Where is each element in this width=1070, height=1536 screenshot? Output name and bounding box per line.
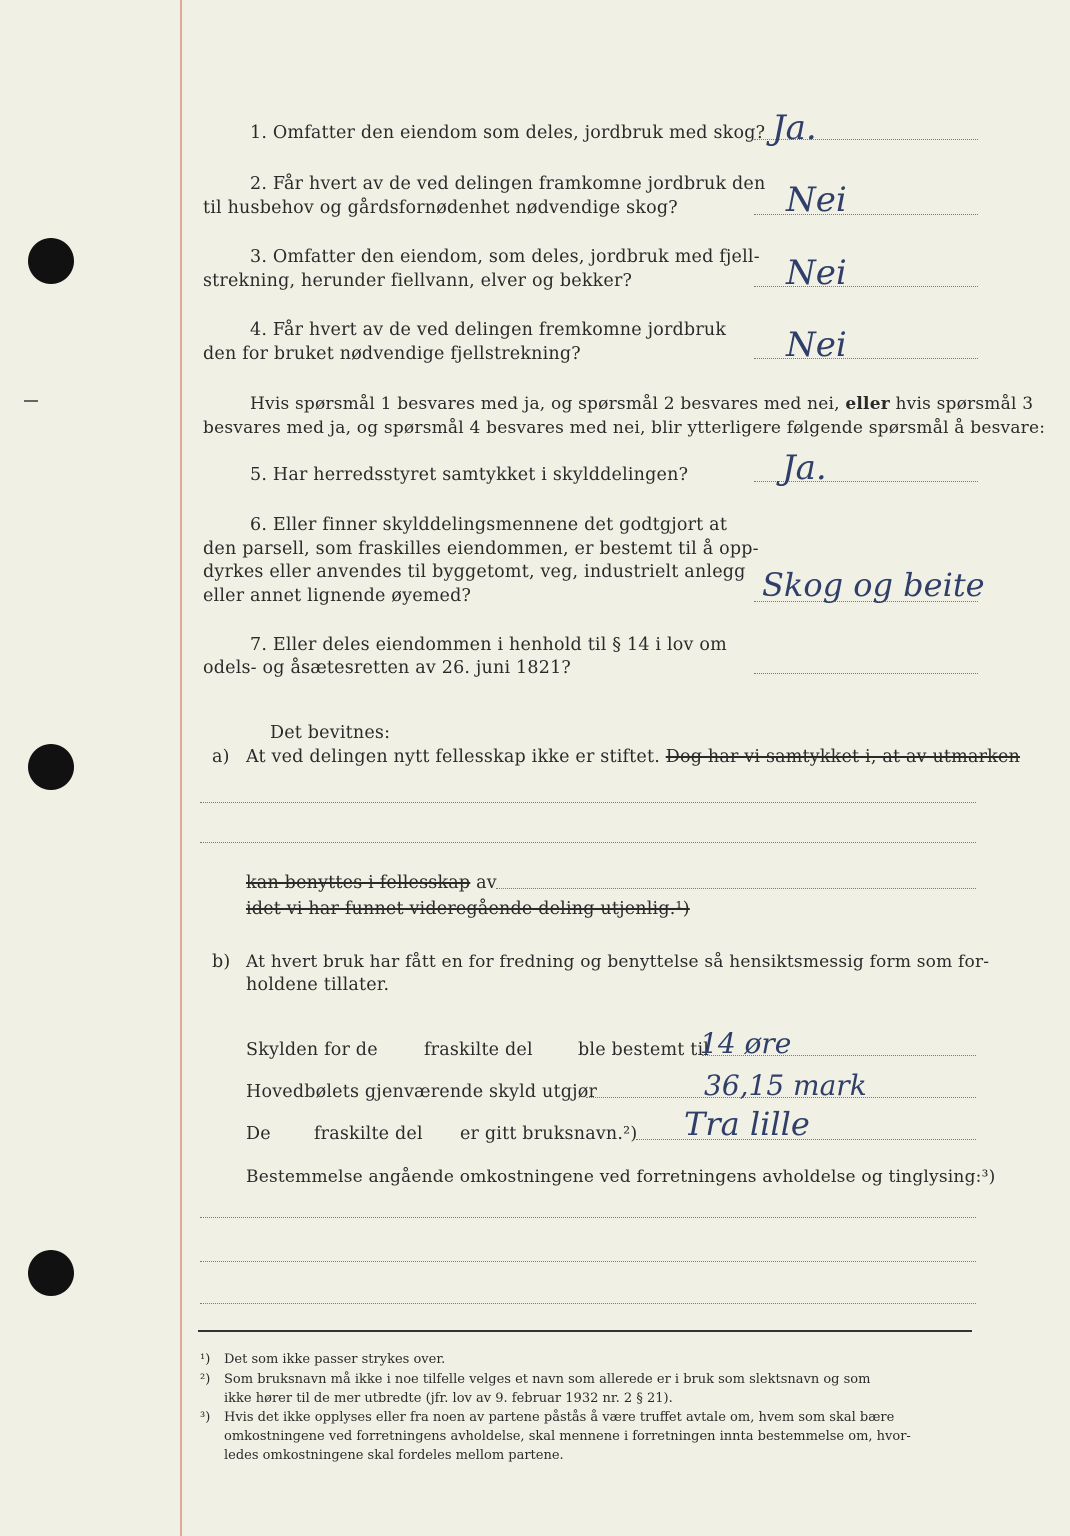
question-6-line-1: 6. Eller finner skylddelingsmennene det godtgjort at (250, 515, 728, 535)
skyld-row-1-a: Skylden for de (246, 1040, 378, 1060)
skyld-value-3: Tra lille (684, 1105, 810, 1143)
footnote-2-line-2: ikke hører til de mer utbredte (jfr. lov av 9. februar 1932 nr. 2 § 21). (224, 1391, 673, 1406)
item-a-text (246, 746, 1020, 768)
struck-line-2: idet vi har funnet videregående deling utjenlig.¹) (246, 899, 690, 919)
condition-text: Hvis spørsmål 1 besvares med ja, og spørsmål 2 besvares med nei, (250, 394, 846, 414)
struck-line-1 (246, 872, 497, 894)
footnote-3-line-2: omkostningene ved forretningens avholdelse, skal mennene i forretningen innta bestemmelse om, hvor- (224, 1429, 911, 1444)
condition-emphasis: eller (845, 394, 890, 414)
struck-text: kan benyttes i fellesskap (246, 873, 471, 893)
skyld-row-1-b: fraskilte del (424, 1040, 533, 1060)
struck-line-tail: av (476, 873, 497, 893)
footnote-1-mark: ¹) (200, 1352, 211, 1367)
question-3-line-2: strekning, herunder fiellvann, elver og bekker? (203, 271, 633, 291)
item-a-statement: At ved delingen nytt fellesskap ikke er stiftet. (246, 747, 660, 767)
question-7-line-1: 7. Eller deles eiendommen i henhold til § 14 i lov om (250, 635, 727, 655)
question-6-line-3: dyrkes eller anvendes til byggetomt, veg, industrielt anlegg (203, 562, 746, 582)
answer-6: Skog og beite (762, 566, 985, 604)
answer-5: Ja. (782, 448, 827, 488)
punch-hole (28, 1250, 74, 1296)
footnote-2-line-1: Som bruksnavn må ikke i noe tilfelle velges et navn som allerede er i bruk som slektsnavn og som (224, 1372, 871, 1387)
skyld-row-2-label: Hovedbølets gjenværende skyld utgjør (246, 1082, 598, 1102)
condition-text: hvis spørsmål 3 (889, 394, 1034, 414)
skyld-row-1-c: ble bestemt til (578, 1040, 710, 1060)
question-2-line-2: til husbehov og gårdsfornødenhet nødvendige skog? (203, 198, 678, 218)
skyld-row-3-b: fraskilte del (314, 1124, 423, 1144)
question-6-line-2: den parsell, som fraskilles eiendommen, er bestemt til å opp- (203, 539, 759, 559)
punch-hole (28, 238, 74, 284)
skyld-value-1: 14 øre (700, 1027, 792, 1060)
condition-line-2: besvares med ja, og spørsmål 4 besvares med nei, blir ytterligere følgende spørsmål å besvare: (203, 418, 1046, 438)
item-b-line-2: holdene tillater. (246, 975, 390, 995)
item-b-label: b) (212, 952, 231, 972)
question-4-line-1: 4. Får hvert av de ved delingen fremkomne jordbruk (250, 320, 727, 340)
footnote-3-line-3: ledes omkostningene skal fordeles mellom partene. (224, 1448, 564, 1463)
blank-line (200, 1261, 976, 1262)
footnote-2-mark: ²) (200, 1372, 211, 1387)
condition-line-1 (250, 393, 1033, 415)
blank-line (200, 1303, 976, 1304)
struck-clause: Dog har vi samtykket i, at av utmarken (665, 747, 1020, 767)
skyld-value-2: 36,15 mark (704, 1069, 867, 1102)
footnote-3-mark: ³) (200, 1410, 211, 1425)
footnote-3-line-1: Hvis det ikke opplyses eller fra noen av partene påstås å være truffet avtale om, hvem som skal bære (224, 1410, 895, 1425)
question-1: 1. Omfatter den eiendom som deles, jordbruk med skog? (250, 123, 766, 143)
blank-line (496, 888, 976, 889)
question-2-line-1: 2. Får hvert av de ved delingen framkomne jordbruk den (250, 174, 766, 194)
question-5: 5. Har herredsstyret samtykket i skylddelingen? (250, 465, 689, 485)
question-3-line-1: 3. Omfatter den eiendom, som deles, jordbruk med fjell- (250, 247, 760, 267)
skyld-row-4-label: Bestemmelse angående omkostningene ved forretningens avholdelse og tinglysing:³) (246, 1167, 996, 1187)
skyld-row-3-c: er gitt bruksnavn.²) (460, 1124, 638, 1144)
item-b-line-1: At hvert bruk har fått en for fredning og benyttelse så hensiktsmessig form som for- (246, 952, 990, 972)
answer-line (754, 673, 978, 674)
witness-heading: Det bevitnes: (270, 723, 391, 743)
margin-rule (180, 0, 182, 1536)
question-6-line-4: eller annet lignende øyemed? (203, 586, 472, 606)
punch-hole (28, 744, 74, 790)
question-4-line-2: den for bruket nødvendige fjellstrekning? (203, 344, 581, 364)
footnote-separator (198, 1330, 972, 1332)
answer-1: Ja. (772, 108, 817, 148)
item-a-label: a) (212, 747, 230, 767)
question-7-line-2: odels- og åsætesretten av 26. juni 1821? (203, 658, 571, 678)
answer-2: Nei (786, 180, 847, 220)
blank-line (200, 802, 976, 803)
blank-line (200, 842, 976, 843)
skyld-row-3-a: De (246, 1124, 271, 1144)
answer-4: Nei (786, 325, 847, 365)
blank-line (200, 1217, 976, 1218)
margin-mark (24, 400, 38, 402)
answer-3: Nei (786, 253, 847, 293)
footnote-1: Det som ikke passer strykes over. (224, 1352, 446, 1367)
